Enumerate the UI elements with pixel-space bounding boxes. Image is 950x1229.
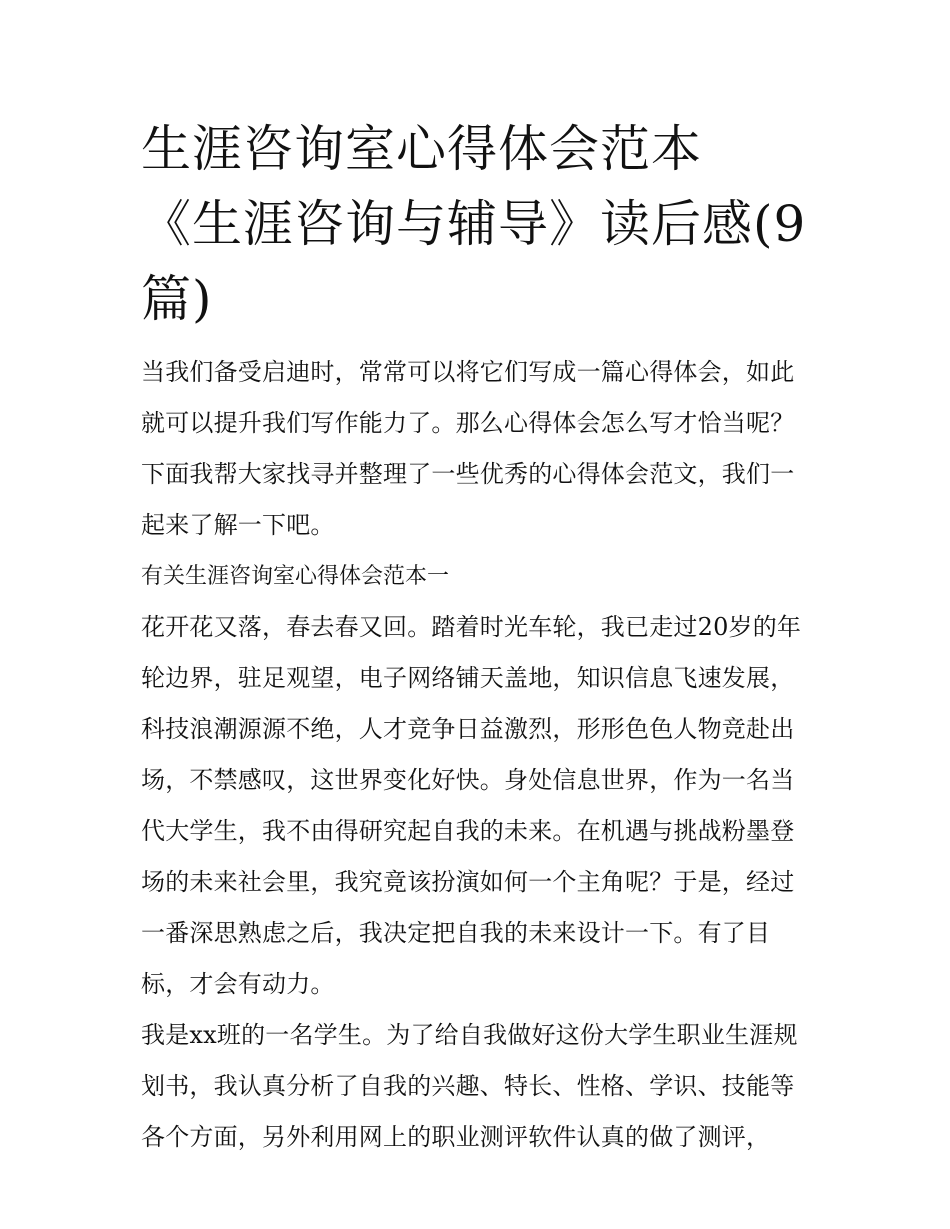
intro-paragraph: 当我们备受启迪时，常常可以将它们写成一篇心得体会，如此就可以提升我们写作能力了。那么心得体会怎么写才恰当呢？下面我帮大家找寻并整理了一些优秀的心得体会范文，我们一起来了解一下吧。 [141,358,795,539]
document-title: 生涯咨询室心得体会范本 《生涯咨询与辅导》读后感(9篇) [141,120,807,328]
document-content [141,112,815,1163]
section-heading: 有关生涯咨询室心得体会范本一 [141,564,450,589]
body-paragraph-1: 花开花又落，春去春又回。踏着时光车轮，我已走过20岁的年轮边界，驻足观望，电子网络铺天盖地，知识信息飞速发展，科技浪潮源源不绝，人才竞争日益激烈，形形色色人物竞赴出场，不禁感叹，这世界变化好快。身处信息世界，作为一名当代大学生，我不由得研究起自我的未来。在机遇与挑战粉墨登场的未来社会里，我究竟该扮演如何一个主角呢？于是，经过一番深思熟虑之后，我决定把自我的未来设计一下。有了目标，才会有动力。 [141,613,802,998]
document-body [141,347,815,1163]
body-paragraph-2: 我是xx班的一名学生。为了给自我做好这份大学生职业生涯规划书，我认真分析了自我的兴趣、特长、性格、学识、技能等各个方面，另外利用网上的职业测评软件认真的做了测评， [141,1021,798,1151]
